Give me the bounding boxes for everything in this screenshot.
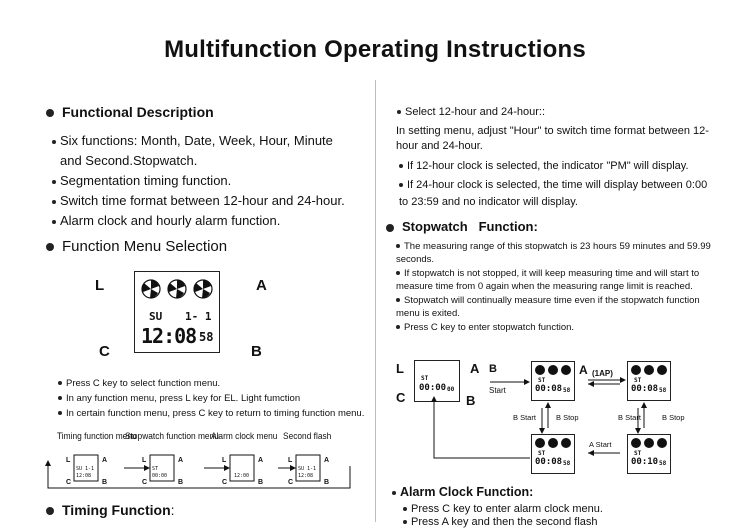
hour-format-item: If 24-hour clock is selected, the time will display between 0:00 to 23:59 and no indicator will display. (399, 179, 708, 208)
lcd-date: 1- 1 (185, 310, 212, 323)
sw-key-l: L (396, 361, 404, 376)
sw-screen-sec: 00 (447, 386, 455, 393)
svg-text:12:08: 12:08 (298, 473, 314, 479)
stopwatch-lcd-stopped: ST 00:08 58 (531, 434, 575, 474)
svg-text:00:00: 00:00 (152, 473, 168, 479)
function-menu-heading: Function Menu Selection (46, 238, 227, 255)
sw-b-start-right: B Start (618, 413, 641, 422)
sw-key-c: C (396, 390, 406, 405)
bullet-icon (396, 298, 400, 302)
bullet-icon (52, 220, 56, 224)
menu-flow-diagram (44, 446, 356, 496)
svg-text:B: B (324, 479, 330, 486)
svg-text:A: A (102, 457, 108, 464)
svg-text:SU 1-1: SU 1-1 (298, 466, 317, 472)
flow-label: Timing function menu (57, 431, 137, 442)
stopwatch-lcd-running: ST 00:08 58 (531, 361, 575, 401)
svg-text:L: L (66, 457, 71, 464)
svg-text:12:08: 12:08 (76, 473, 92, 479)
svg-text:C: C (142, 479, 148, 486)
bullet-icon (46, 109, 54, 117)
svg-text:C: C (66, 479, 72, 486)
segment-indicator-icon (137, 278, 217, 300)
sw-b-label: B (489, 363, 497, 375)
sw-b-start-left: B Start (513, 413, 536, 422)
functional-description-heading: Functional Description (46, 104, 214, 120)
lcd-seconds: 58 (199, 330, 214, 344)
bullet-icon (399, 183, 403, 187)
bullet-icon (396, 325, 400, 329)
sw-start-label: Start (489, 386, 506, 395)
stopwatch-item: If stopwatch is not stopped, it will keep measuring time and will start to measure time from 0 again when the measuring range limit is reached. (396, 268, 700, 292)
key-b-label: B (251, 343, 262, 360)
bullet-icon (399, 164, 403, 168)
svg-text:C: C (222, 479, 228, 486)
sw-key-a: A (470, 361, 480, 376)
bullet-icon (52, 200, 56, 204)
hour-format-item: If 12-hour clock is selected, the indicator "PM" will display. (399, 160, 689, 172)
flow-label: Alarm clock menu (211, 431, 278, 442)
menu-note: Press C key to select function menu. (58, 378, 220, 389)
stopwatch-item: The measuring range of this stopwatch is 23 hours 59 minutes and 59.99 seconds. (396, 241, 711, 265)
feature-item: Alarm clock and hourly alarm function. (52, 211, 280, 231)
flow-screen-text: SU 1-1 (76, 466, 95, 472)
sw-a-label: A (579, 363, 588, 377)
bullet-icon (397, 110, 401, 114)
sw-b-stop-right: B Stop (662, 413, 685, 422)
sw-b-stop-left: B Stop (556, 413, 579, 422)
feature-item: and Second.Stopwatch. (60, 153, 198, 168)
svg-text:A: A (258, 457, 264, 464)
bullet-icon (403, 520, 407, 524)
watch-lcd (134, 271, 220, 353)
bullet-icon (46, 243, 54, 251)
alarm-heading: Alarm Clock Function: (392, 485, 533, 499)
stopwatch-item: Press C key to enter stopwatch function. (396, 321, 711, 334)
svg-text:12:00: 12:00 (234, 473, 250, 479)
key-a-label: A (256, 277, 267, 294)
flow-label: Second flash (283, 431, 332, 442)
sw-screen-time: 00:00 (419, 383, 447, 393)
bullet-icon (396, 271, 400, 275)
svg-text:B: B (102, 479, 108, 486)
bullet-icon (52, 180, 56, 184)
sw-key-b: B (466, 393, 476, 408)
feature-item: Six functions: Month, Date, Week, Hour, Minute (52, 131, 333, 151)
bullet-icon (52, 140, 56, 144)
key-l-label: L (95, 277, 105, 294)
sw-lap-label: (1AP) (592, 369, 613, 378)
stopwatch-heading: Stopwatch Function: (386, 219, 538, 234)
svg-text:C: C (288, 479, 294, 486)
key-c-label: C (99, 343, 110, 360)
column-divider (375, 80, 376, 522)
stopwatch-item: Stopwatch will continually measure time even if the stopwatch function menu is exited. (396, 295, 700, 319)
svg-text:B: B (258, 479, 264, 486)
svg-text:L: L (142, 457, 147, 464)
bullet-icon (386, 224, 394, 232)
bullet-icon (403, 507, 407, 511)
bullet-icon (392, 491, 396, 495)
svg-text:L: L (222, 457, 227, 464)
stopwatch-lcd-lap: ST 00:08 58 (627, 361, 671, 401)
svg-text:A: A (178, 457, 184, 464)
bullet-icon (58, 411, 62, 415)
menu-note: In certain function menu, press C key to return to timing function menu. (58, 408, 364, 419)
lcd-day: SU (149, 310, 163, 323)
stopwatch-items (396, 240, 711, 334)
svg-text:B: B (178, 479, 184, 486)
bullet-icon (58, 396, 62, 400)
bullet-icon (46, 507, 54, 515)
lcd-time: 12:08 (141, 324, 197, 348)
alarm-item: Press A key and then the second flash (403, 516, 598, 528)
sw-screen-label: ST (421, 375, 429, 382)
page-title: Multifunction Operating Instructions (164, 36, 586, 63)
alarm-item: Press C key to enter alarm clock menu. (403, 503, 603, 515)
stopwatch-lcd-resumed: ST 00:10 58 (627, 434, 671, 474)
bullet-icon (58, 381, 62, 385)
flow-label: Stopwatch function menu (125, 431, 219, 442)
svg-text:L: L (288, 457, 293, 464)
hour-format-heading: Select 12-hour and 24-hour:: (397, 106, 545, 118)
sw-a-start: A Start (589, 440, 612, 449)
timing-function-heading: Timing Function: (46, 502, 175, 518)
svg-text:ST: ST (152, 466, 159, 472)
stopwatch-flow-arrows (430, 370, 680, 480)
hour-format-intro: In setting menu, adjust "Hour" to switch time format between 12-hour and 24-hour. (396, 125, 709, 152)
bullet-icon (396, 244, 400, 248)
svg-text:A: A (324, 457, 330, 464)
feature-item: Segmentation timing function. (52, 171, 231, 191)
feature-item: Switch time format between 12-hour and 24-hour. (52, 191, 345, 211)
menu-note: In any function menu, press L key for EL. Light fumction (58, 393, 300, 404)
